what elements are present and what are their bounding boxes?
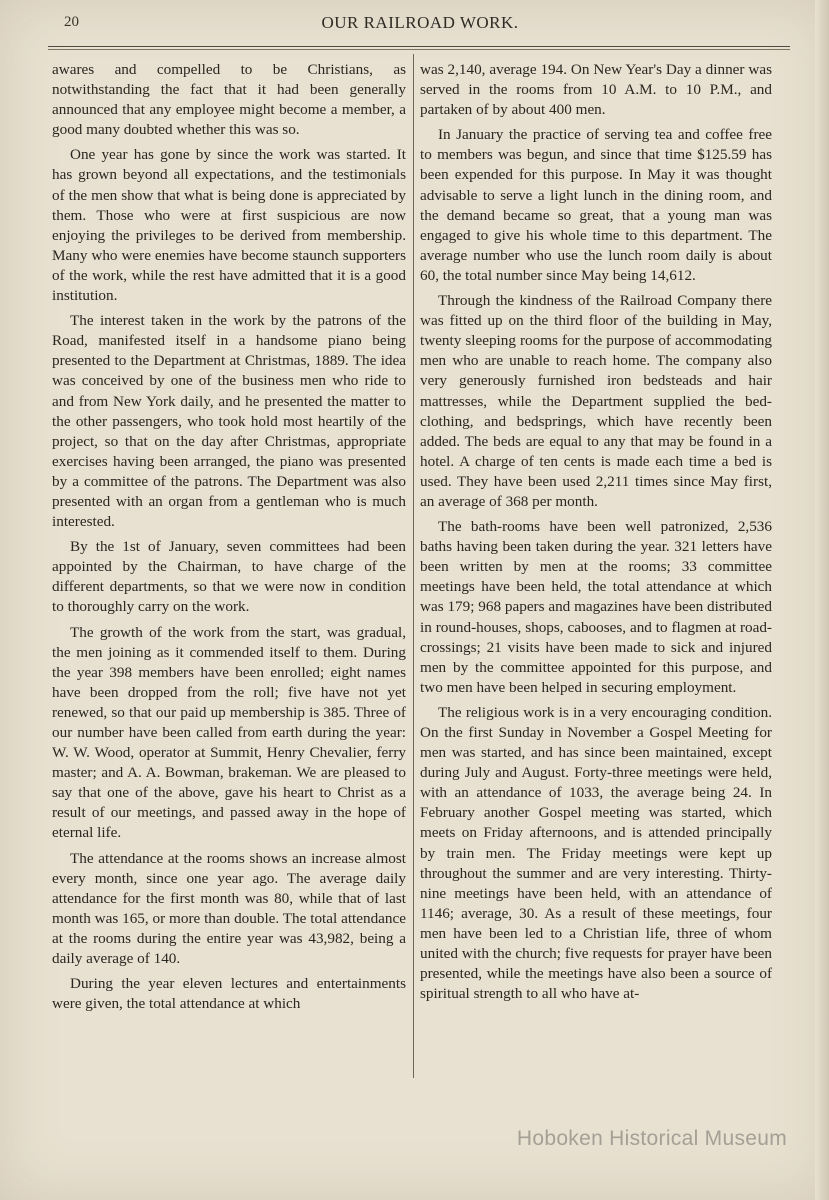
- paragraph: was 2,140, average 194. On New Year's Day a dinner was served in the rooms from 10 A.M. to 10 P.M., and partaken of by about 400 men.: [420, 61, 772, 119]
- page-header: [50, 10, 790, 40]
- header-rule: [48, 46, 790, 47]
- paragraph: awares and compelled to be Christians, as notwithstanding the fact that it had been generally announced that any employee might become a member, a good many doubted whether this was so.: [52, 61, 406, 139]
- paragraph: The attendance at the rooms shows an increase almost every month, since one year ago. The average daily attendance for the first month was 80, while that of last month was 165, or more than double. The total attendance at the rooms during the entire year was 43,982, being a daily average of 140.: [52, 849, 406, 968]
- column-divider: [413, 54, 414, 1078]
- running-title: OUR RAILROAD WORK.: [321, 13, 519, 32]
- paragraph: The bath-rooms have been well patronized, 2,536 baths having been taken during the year. 321 letters have been written by men at the rooms; 33 committee meetings have been held, the total attendance at which was 179; 968 papers and magazines have been distributed in round-houses, shops, cabooses, and to flagmen at road-crossings; 21 visits have been made to sick and injured men by the committee appointed for this purpose, and two men have been helped in securing employment.: [420, 518, 772, 696]
- paragraph: One year has gone by since the work was started. It has grown beyond all expectations, and the testimonials of the men show that what is being done is appreciated by them. Those who were at first suspicious are now enjoying the privileges to be derived from membership. Many who were enemies have become staunch supporters of the work, while the rest have admitted that it is a good institution.: [52, 146, 406, 305]
- paragraph: The growth of the work from the start, was gradual, the men joining as it commended itself to them. During the year 398 members have been enrolled; eight names have been dropped from the roll; five have not yet renewed, so that our paid up membership is 385. Three of our number have been called from earth during the year: W. W. Wood, operator at Summit, Henry Chevalier, ferry master; and A. A. Bowman, brakeman. We are pleased to say that one of the above, gave his heart to Christ as a result of our meetings, and passed away in the hope of eternal life.: [52, 623, 406, 842]
- right-column: [420, 60, 772, 1009]
- paragraph: By the 1st of January, seven committees had been appointed by the Chairman, to have charge of the different departments, so that we were now in condition to thoroughly carry on the work.: [52, 538, 406, 616]
- paragraph: Through the kindness of the Railroad Company there was fitted up on the third floor of the building in May, twenty sleeping rooms for the purpose of accommodating men who are unable to reach home. The company also very generously furnished iron bedsteads and hair mattresses, while the Department supplied the bed-clothing, and bedsprings, which have recently been added. The beds are equal to any that may be found in a hotel. A charge of ten cents is made each time a bed is used. They have been used 2,211 times since May first, an average of 368 per month.: [420, 292, 772, 510]
- left-column: [52, 60, 406, 1019]
- page-edge-shadow: [815, 0, 829, 1200]
- header-rule-secondary: [48, 49, 790, 50]
- page-number: 20: [64, 14, 79, 30]
- paragraph: The interest taken in the work by the patrons of the Road, manifested itself in a handsome piano being presented to the Department at Christmas, 1889. The idea was conceived by one of the business men who ride to and from New York daily, and he presented the matter to the other passengers, who took hold most heartily of the project, so that on the day after Christmas, appropriate exercises having been arranged, the piano was presented by a committee of the patrons. The Department was also presented with an organ from a gentleman who is much interested.: [52, 312, 406, 531]
- paragraph: During the year eleven lectures and entertainments were given, the total attendance at which: [52, 975, 406, 1013]
- watermark: Hoboken Historical Museum: [516, 1127, 787, 1150]
- paragraph: The religious work is in a very encouraging condition. On the first Sunday in November a Gospel Meeting for men was started, and has since been maintained, except during July and August. Forty-three meetings were held, with an attendance of 1033, the average being 24. In February another Gospel meeting was started, which meets on Friday afternoons, and is attended principally by train men. The Friday meetings were kept up throughout the summer and are very interesting. Thirty-nine meetings have been held, with an attendance of 1146; average, 30. As a result of these meetings, four men have been led to a Christian life, three of whom united with the church; five requests for prayer have been presented, while the meetings have also been a source of spiritual strength to all who have at-: [420, 703, 772, 1003]
- paragraph: In January the practice of serving tea and coffee free to members was begun, and since that time $125.59 has been expended for this purpose. In May it was thought advisable to serve a light lunch in the dining room, and the demand became so great, that a young man was engaged to give his whole time to this department. The average number who use the lunch room daily is about 60, the total number since May being 14,612.: [420, 126, 772, 284]
